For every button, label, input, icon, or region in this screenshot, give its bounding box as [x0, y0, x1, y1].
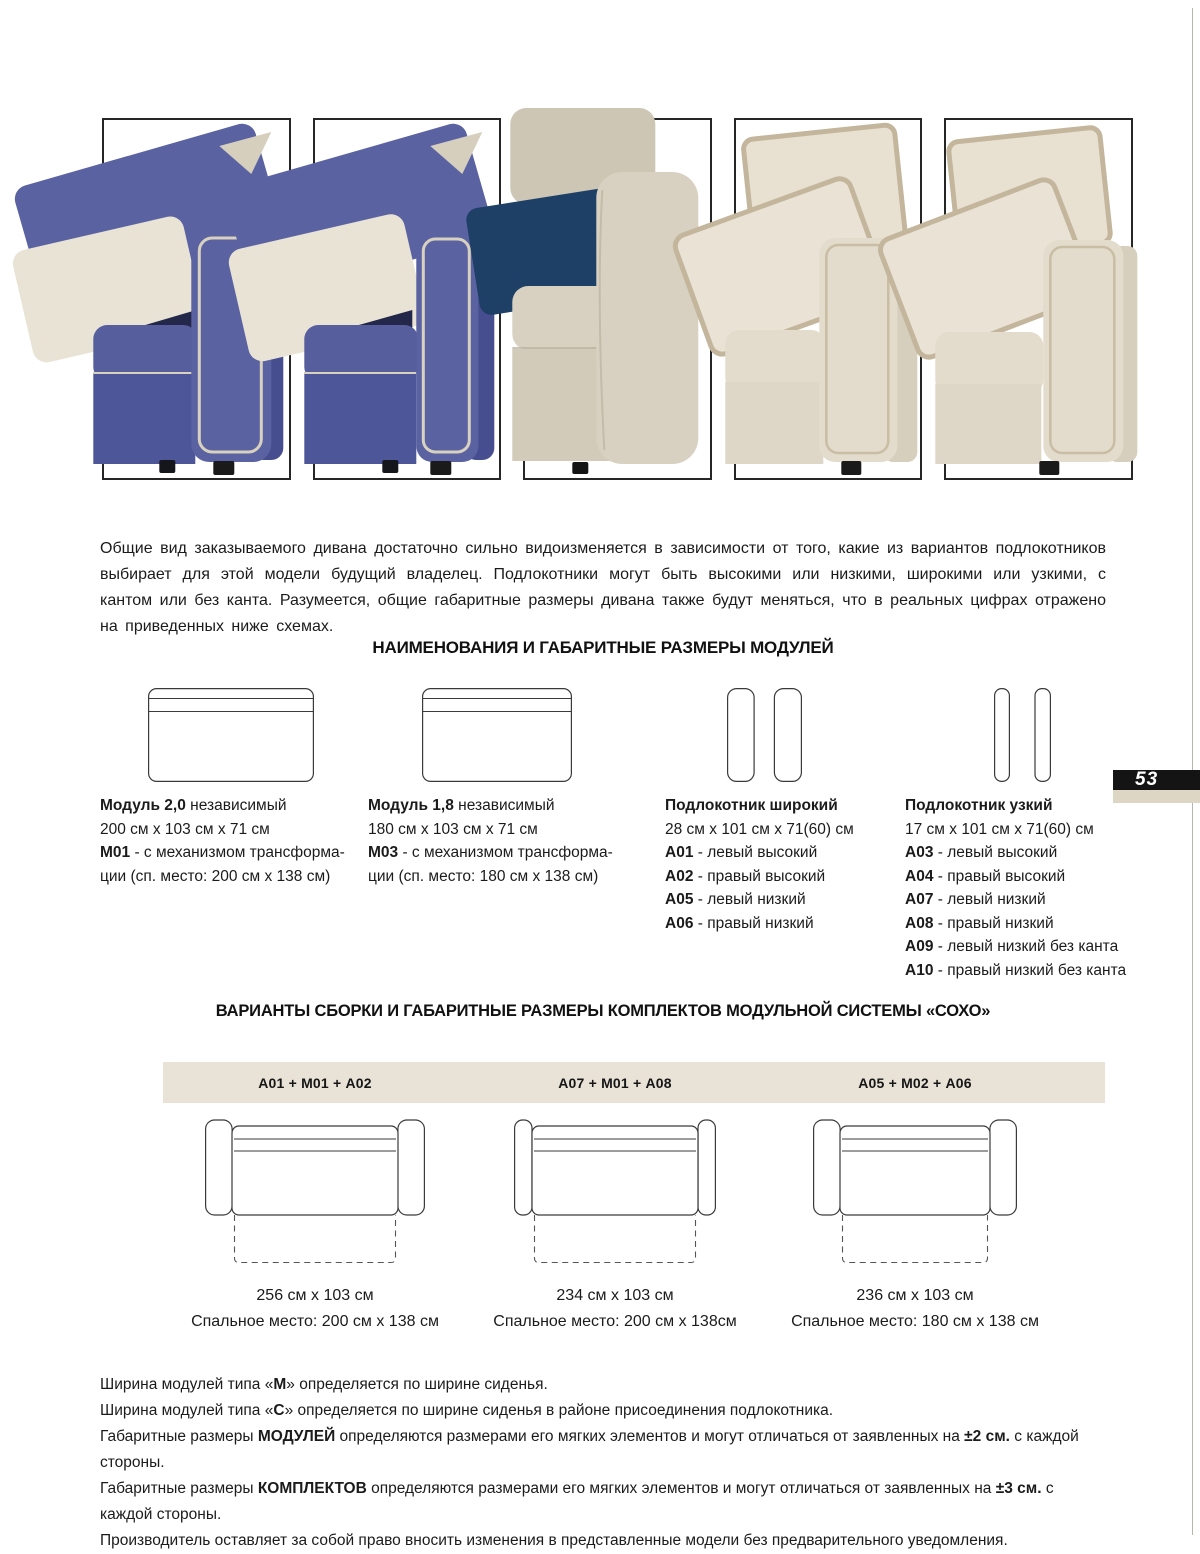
variant-sleep-size: Спальное место: 200 см х 138см	[493, 1313, 737, 1330]
assembly-diagram-a07-m01-a08	[514, 1118, 716, 1266]
module-item: М01 - с механизмом трансформации (сп. место: 200 см х 138 см)	[100, 844, 345, 885]
module-dims: 180 см х 103 см х 71 см	[368, 820, 538, 838]
footer-notes	[100, 1372, 1110, 1554]
module-name: Подлокотник узкий	[905, 797, 1053, 814]
module-item: М03 - с механизмом трансформации (сп. место: 180 см х 138 см)	[368, 844, 613, 885]
module-item: А09 - левый низкий без канта	[905, 938, 1119, 955]
module-1.8-diagram	[422, 688, 572, 782]
photo-blue-sofa-narrow-arm	[313, 118, 502, 480]
module-item: А01 - левый высокий	[665, 844, 818, 861]
assembly-section-title: ВАРИАНТЫ СБОРКИ И ГАБАРИТНЫЕ РАЗМЕРЫ КОМПЛЕКТОВ МОДУЛЬНОЙ СИСТЕМЫ «СОХО»	[215, 1002, 991, 1020]
variant-2-caption	[465, 1283, 765, 1335]
photo-cream-sofa-wide-arm	[734, 118, 923, 480]
intro-paragraph: Общие вид заказываемого дивана достаточно сильно видоизменяется в зависимости от того, какие из вариантов подлокотников выбирает для этой модели будущий владелец. Подлокотники могут быть высокими или низкими, широкими или узкими, с кантом или без канта. Разумеется, общие габаритные размеры дивана также будут меняться, что в реальных цифрах отражено на приведенных ниже схемах.	[100, 540, 1106, 635]
page-number-tab	[1113, 770, 1200, 790]
module-name: Модуль 1,8 независимый	[368, 797, 555, 814]
footer-line: Производитель оставляет за собой право вносить изменения в представленные модели без предварительного уведомления.	[100, 1532, 1008, 1549]
module-1.8-specs	[368, 794, 623, 888]
module-item: А06 - правый низкий	[665, 914, 814, 932]
module-dims: 28 см х 101 см х 71(60) см	[665, 820, 854, 838]
photo-cream-sofa-right-arm	[944, 118, 1133, 480]
wide-armrest-diagram	[727, 688, 802, 782]
module-dims: 17 см х 101 см х 71(60) см	[905, 820, 1094, 838]
variant-3-label: А05 + М02 + А06	[858, 1074, 972, 1091]
narrow-armrest-specs	[905, 794, 1165, 982]
photo-strip	[102, 118, 1133, 480]
wide-armrest-specs	[665, 794, 925, 935]
footer-line: Ширина модулей типа «М» определяется по ширине сиденья.	[100, 1376, 548, 1393]
module-item: А07 - левый низкий	[905, 891, 1046, 908]
variant-1-label: А01 + М01 + А02	[258, 1074, 372, 1091]
module-item: А04 - правый высокий	[905, 867, 1066, 885]
module-dims: 200 см х 103 см х 71 см	[100, 820, 270, 838]
variant-3-caption	[765, 1283, 1065, 1335]
page-number: 53	[1135, 769, 1159, 790]
assembly-diagram-a05-m02-a06	[813, 1118, 1017, 1266]
module-item: А02 - правый высокий	[665, 867, 826, 885]
cream-sofa-wide-arm-illustration	[736, 120, 921, 478]
module-item: А03 - левый высокий	[905, 844, 1058, 861]
module-2.0-diagram	[148, 688, 314, 782]
footer-line: Ширина модулей типа «С» определяется по ширине сиденья в районе присоединения подлокотника.	[100, 1402, 834, 1419]
module-item: А10 - правый низкий без канта	[905, 961, 1127, 979]
footer-line: Габаритные размеры КОМПЛЕКТОВ определяются размерами его мягких элементов и могут отличаться от заявленных на ±3 см. с каждой стороны.	[100, 1480, 1054, 1523]
module-name: Модуль 2,0 независимый	[100, 797, 287, 814]
variant-1-caption	[165, 1283, 465, 1335]
module-name: Подлокотник широкий	[665, 797, 838, 814]
beige-sofa-navy-pillow-illustration	[525, 120, 710, 478]
assembly-diagram-a01-m01-a02	[205, 1118, 425, 1266]
cream-sofa-right-arm-illustration	[946, 120, 1131, 478]
footer-line: Габаритные размеры МОДУЛЕЙ определяются размерами его мягких элементов и могут отличаться от заявленных на ±2 см. с каждой стороны.	[100, 1428, 1079, 1471]
variant-size: 256 см х 103 см	[256, 1287, 374, 1304]
photo-beige-sofa-navy-pillow	[523, 118, 712, 480]
narrow-armrest-diagram	[994, 688, 1051, 782]
modules-section-title: НАИМЕНОВАНИЯ И ГАБАРИТНЫЕ РАЗМЕРЫ МОДУЛЕЙ	[372, 638, 834, 657]
variant-2-label: А07 + М01 + А08	[558, 1074, 672, 1091]
variant-sleep-size: Спальное место: 200 см х 138 см	[191, 1313, 439, 1330]
module-2.0-specs	[100, 794, 355, 888]
variant-size: 236 см х 103 см	[856, 1287, 974, 1304]
variant-size: 234 см х 103 см	[556, 1287, 674, 1304]
page-tab-accent-strip	[1113, 790, 1200, 803]
blue-sofa-narrow-arm-illustration	[315, 120, 500, 478]
module-item: А05 - левый низкий	[665, 891, 806, 908]
variant-sleep-size: Спальное место: 180 см х 138 см	[791, 1313, 1039, 1330]
module-item: А08 - правый низкий	[905, 914, 1054, 932]
